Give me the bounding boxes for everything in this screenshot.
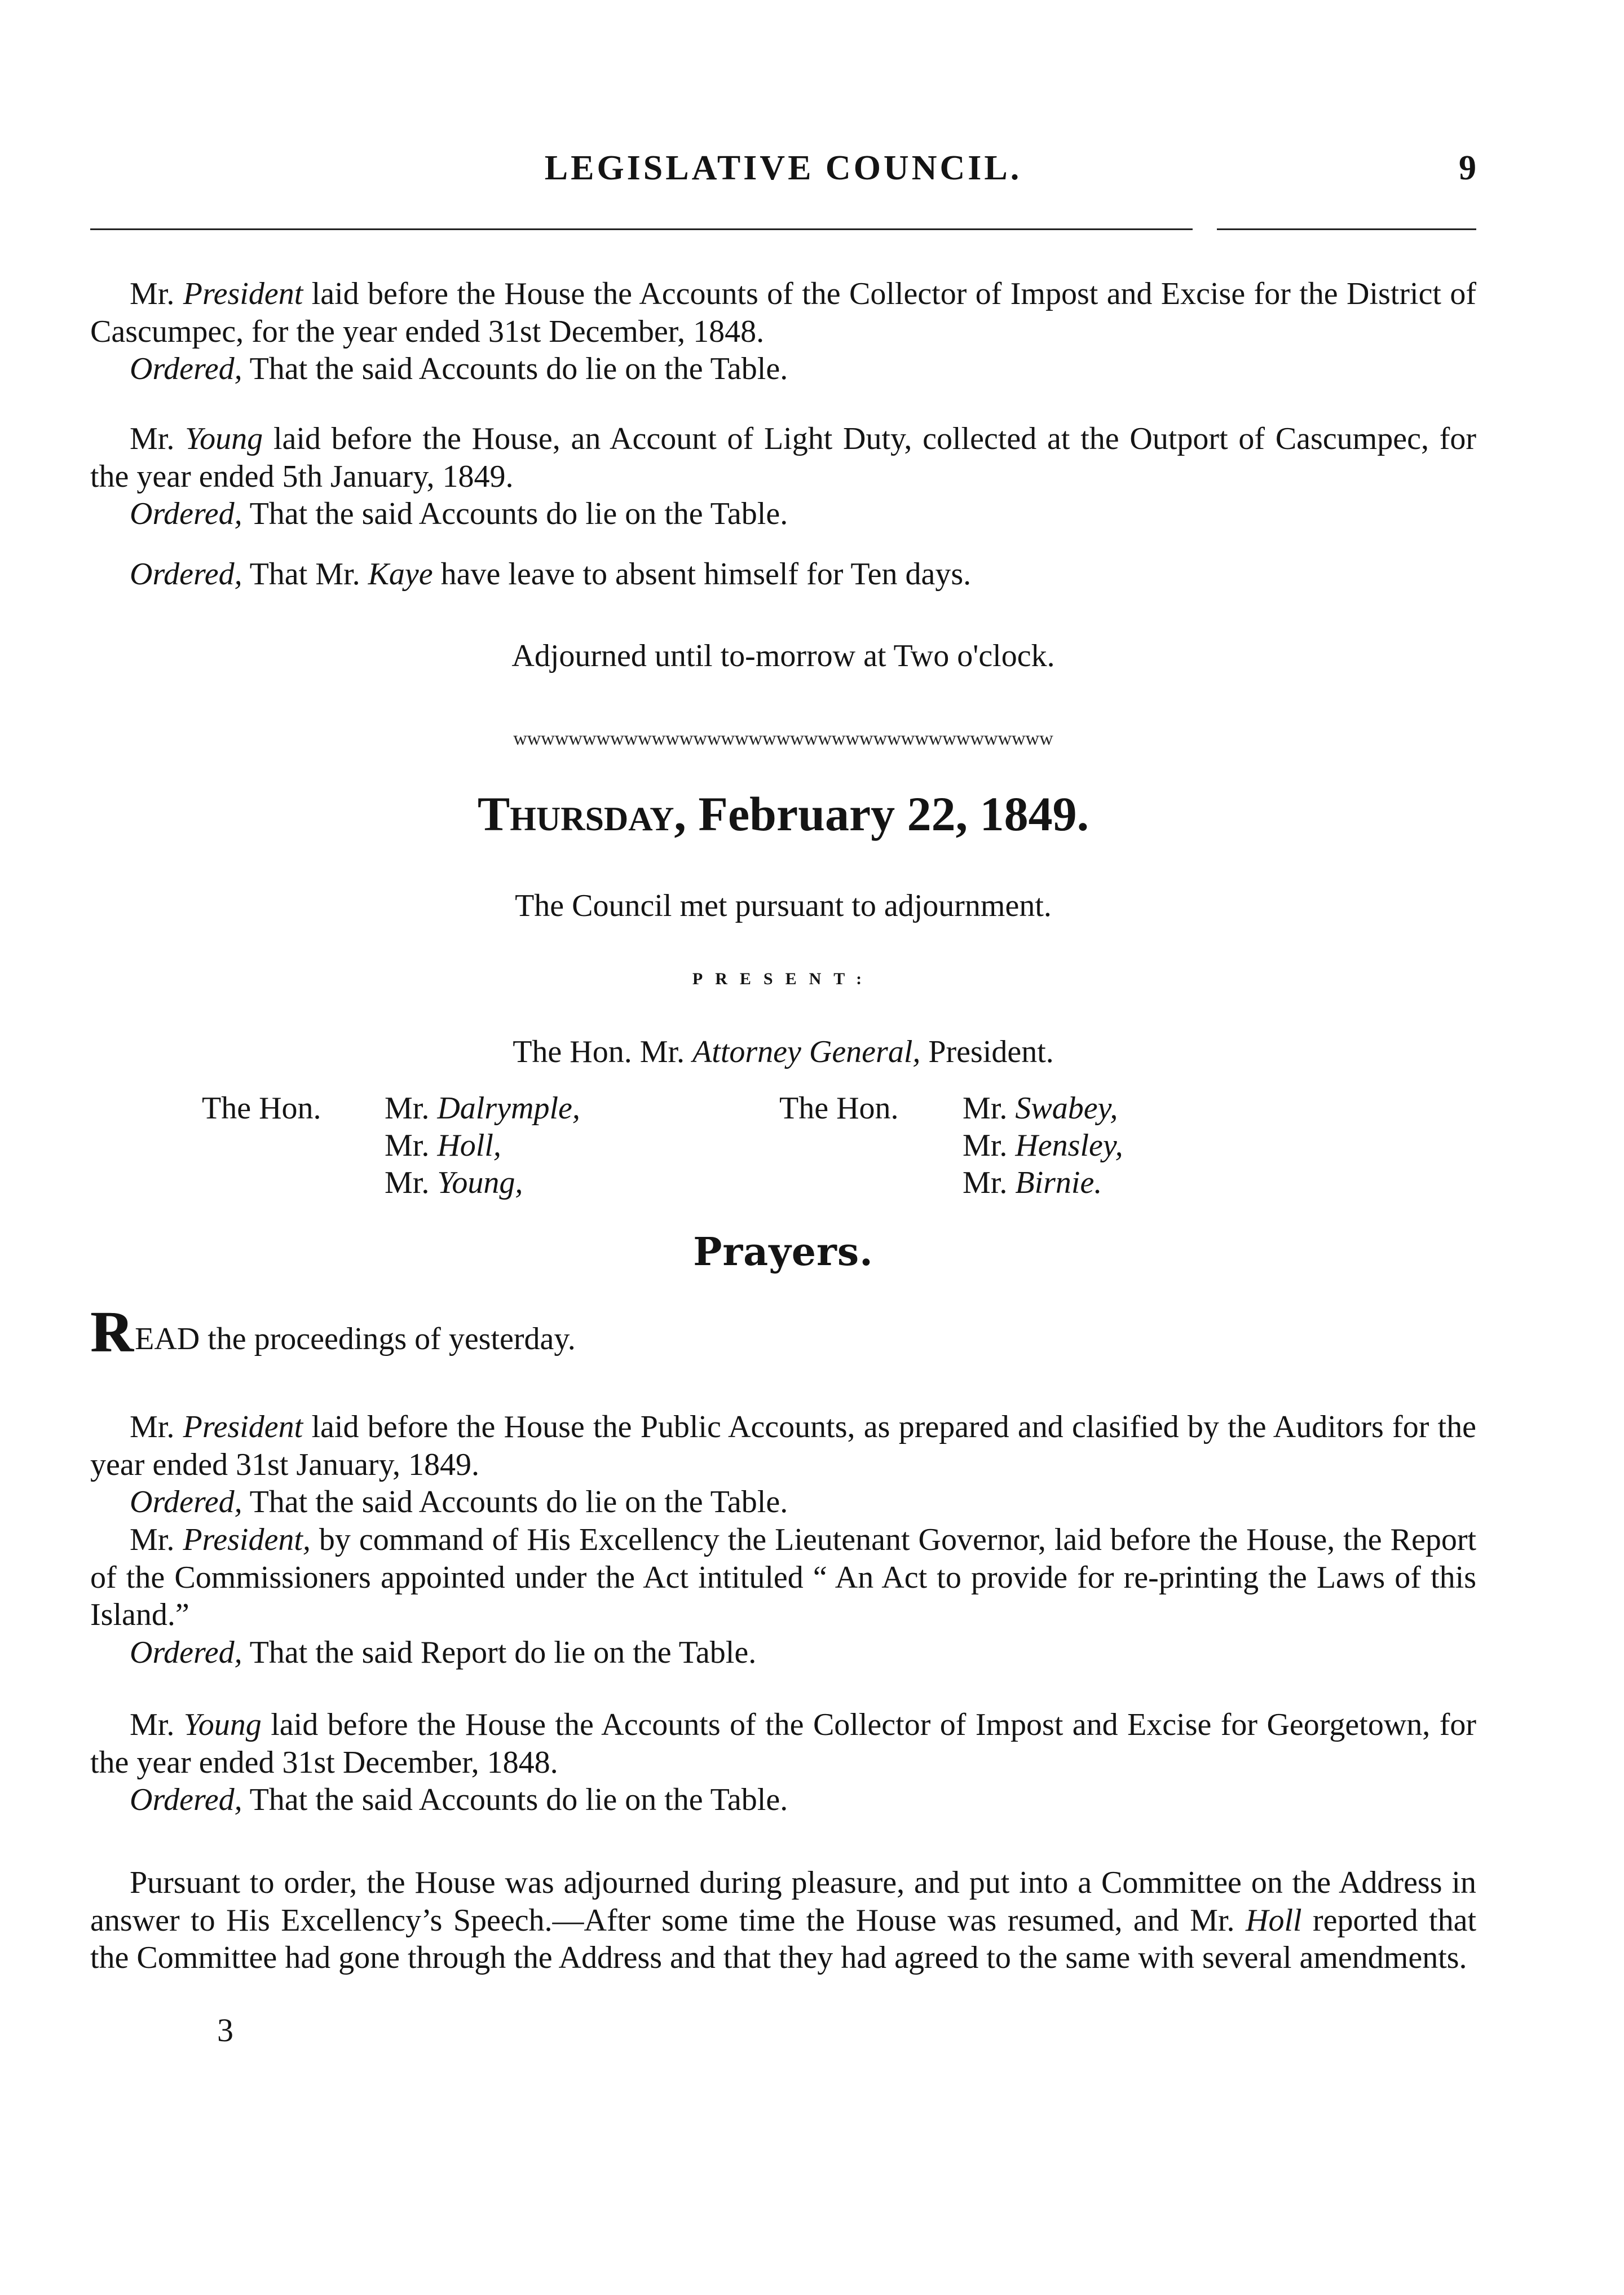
entry-public-accounts	[90, 1408, 1476, 1671]
ordered-text: That the said Accounts do lie on the Table.	[249, 1485, 788, 1520]
president-line	[90, 1033, 1476, 1071]
ordered-text: That the said Accounts do lie on the Table.	[249, 1782, 788, 1818]
header-rule	[90, 228, 1193, 230]
entry-text: laid before the House, an Account of Light Duty, collected at the Outport of Cascumpec, for the year ended 5th January, 1849.	[90, 421, 1477, 494]
member-name: Birnie.	[1015, 1165, 1102, 1200]
entry-member: Kaye	[368, 557, 433, 592]
entry-text: laid before the House the Accounts of the Collector of Impost and Excise for the District of Cascumpec, for the year ended 31st December, 1848.	[90, 276, 1476, 349]
date: February 22, 1849.	[698, 787, 1089, 841]
entry-committee-address	[90, 1864, 1476, 1977]
member-name: Swabey,	[1015, 1091, 1118, 1126]
entry-mr: Mr.	[130, 421, 175, 456]
president-role: President.	[928, 1034, 1054, 1069]
present-label: PRESENT:	[692, 970, 875, 988]
left-members	[385, 1090, 580, 1201]
entry-mr: Mr.	[130, 1522, 175, 1557]
entry-text: Pursuant to order, the House was adjourned during pleasure, and put into a Committee on the Address in answer to His Excellency’s Speech.—After some time the House was resumed, and Mr.	[90, 1865, 1476, 1938]
day-heading	[90, 785, 1476, 843]
entry-mr: Mr.	[130, 276, 175, 311]
running-title: LEGISLATIVE COUNCIL.	[544, 149, 1022, 187]
entry-member: Young	[185, 421, 263, 456]
ordered-text: have leave to absent himself for Ten days.	[440, 557, 972, 592]
president-name: Attorney General,	[692, 1034, 921, 1069]
entry-text: laid before the House the Accounts of the Collector of Impost and Excise for Georgetown, for the year ended 31st December, 1848.	[90, 1707, 1476, 1780]
member-row: Mr. Hensley,	[963, 1128, 1123, 1163]
ordered-text: That the said Report do lie on the Table.	[249, 1635, 757, 1670]
entry-member: President,	[183, 1522, 311, 1557]
entry-mr: Mr.	[130, 1707, 175, 1742]
signature-mark: 3	[217, 2012, 233, 2049]
entry-member: Holl	[1246, 1902, 1302, 1938]
right-honorific: The Hon.	[779, 1091, 899, 1126]
left-honorific: The Hon.	[202, 1091, 321, 1126]
read-text: EAD the proceedings of yesterday.	[135, 1322, 576, 1356]
book-page	[90, 0, 1476, 2295]
entry-text: laid before the House the Public Accounts, as prepared and clasified by the Auditors for the year ended 31st January, 1849.	[90, 1409, 1477, 1482]
ordered-label: Ordered,	[130, 1782, 242, 1818]
ordered-label: Ordered,	[130, 1635, 242, 1670]
ordered-label: Ordered,	[130, 351, 242, 387]
member-row: Mr. Dalrymple,	[385, 1091, 580, 1126]
member-name: Dalrymple,	[437, 1091, 580, 1126]
right-members	[963, 1090, 1123, 1201]
entry-collector-cascumpec	[90, 275, 1476, 388]
drop-cap: R	[90, 1300, 133, 1364]
entry-member: President	[183, 1409, 303, 1444]
member-name: Young,	[437, 1165, 523, 1200]
council-met-line: The Council met pursuant to adjournment.	[515, 888, 1052, 923]
members-present	[90, 1090, 1476, 1225]
header-rule	[1217, 228, 1476, 230]
ordered-label: Ordered,	[130, 1485, 242, 1520]
read-proceedings	[90, 1300, 1476, 1364]
ordered-text: That the said Accounts do lie on the Table.	[249, 496, 788, 532]
member-name: Hensley,	[1015, 1128, 1123, 1163]
president-honorific: The Hon. Mr.	[513, 1034, 685, 1069]
running-head	[90, 148, 1476, 193]
entry-mr: Mr.	[130, 1409, 175, 1444]
ordered-label: Ordered,	[130, 557, 242, 592]
ordered-text: That the said Accounts do lie on the Table.	[249, 351, 788, 387]
entry-member: President	[183, 276, 303, 311]
entry-member: Young	[183, 1707, 262, 1742]
member-row: Mr. Swabey,	[963, 1091, 1118, 1126]
entry-georgetown-accounts	[90, 1706, 1476, 1819]
entry-leave-of-absence	[90, 556, 1476, 593]
member-row: Mr. Holl,	[385, 1128, 501, 1163]
member-row: Mr. Young,	[385, 1165, 523, 1200]
page-number: 9	[1459, 149, 1476, 187]
entry-light-duty	[90, 420, 1476, 533]
prayers-heading: Prayers.	[693, 1230, 873, 1275]
member-name: Holl,	[437, 1128, 501, 1163]
ornament-divider: wwwwwwwwwwwwwwwwwwwwwwwwwwwwwwwwwwwwwww	[513, 728, 1053, 749]
member-row: Mr. Birnie.	[963, 1165, 1102, 1200]
adjourned-line: Adjourned until to-morrow at Two o'clock.	[511, 638, 1055, 673]
entry-text: by command of His Excellency the Lieutenant Governor, laid before the House, the Report of the Commissioners appointed under the Act intituled “ An Act to provide for re-printing the Laws of this Island.”	[90, 1522, 1477, 1633]
ordered-label: Ordered,	[130, 496, 242, 532]
entry-text: reported that the Committee had gone through the Address and that they had agreed to the same with several amendments.	[90, 1902, 1477, 1976]
ordered-text: That Mr.	[249, 557, 360, 592]
weekday: Thursday,	[477, 787, 686, 841]
